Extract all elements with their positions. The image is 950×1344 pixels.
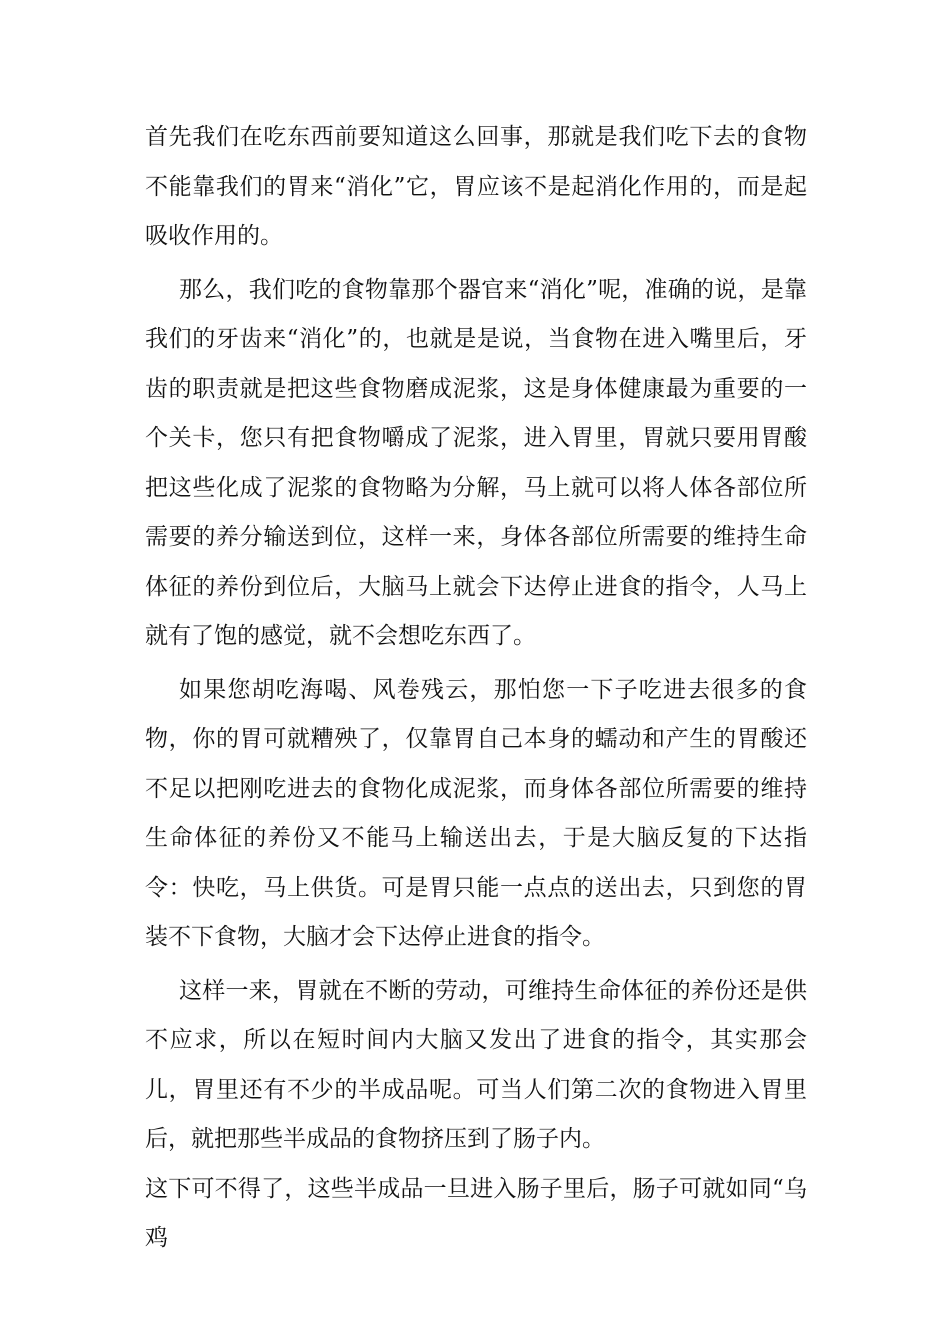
paragraph-5: 这下可不得了，这些半成品一旦进入肠子里后，肠子可就如同“乌鸡 [145,1175,807,1251]
paragraph-2: 那么，我们吃的食物靠那个器官来“消化”呢，准确的说，是靠我们的牙齿来“消化”的，也就是是说，当食物在进入嘴里后，牙齿的职责就是把这些食物磨成泥浆，这是身体健康最为重要的一个关卡，您只有把食物嚼成了泥浆，进入胃里，胃就只要用胃酸把这些化成了泥浆的食物略为分解，马上就可以将人体各部位所需要的养分输送到位，这样一来，身体各部位所需要的维持生命体征的养份到位后，大脑马上就会下达停止进食的指令，人马上就有了饱的感觉，就不会想吃东西了。 [145,276,807,649]
paragraph-1: 首先我们在吃东西前要知道这么回事，那就是我们吃下去的食物不能靠我们的胃来“消化”它，胃应该不是起消化作用的，而是起吸收作用的。 [145,124,807,249]
paragraph-4: 这样一来，胃就在不断的劳动，可维持生命体征的养份还是供不应求，所以在短时间内大脑又发出了进食的指令，其实那会儿，胃里还有不少的半成品呢。可当人们第二次的食物进入胃里后，就把那些半成品的食物挤压到了肠子内。 [145,977,807,1152]
document-body [145,113,807,1264]
paragraph-3: 如果您胡吃海喝、风卷残云，那怕您一下子吃进去很多的食物，你的胃可就糟殃了，仅靠胃自己本身的蠕动和产生的胃酸还不足以把刚吃进去的食物化成泥浆，而身体各部位所需要的维持生命体征的养份又不能马上输送出去，于是大脑反复的下达指令：快吃，马上供货。可是胃只能一点点的送出去，只到您的胃装不下食物，大脑才会下达停止进食的指令。 [145,676,807,950]
